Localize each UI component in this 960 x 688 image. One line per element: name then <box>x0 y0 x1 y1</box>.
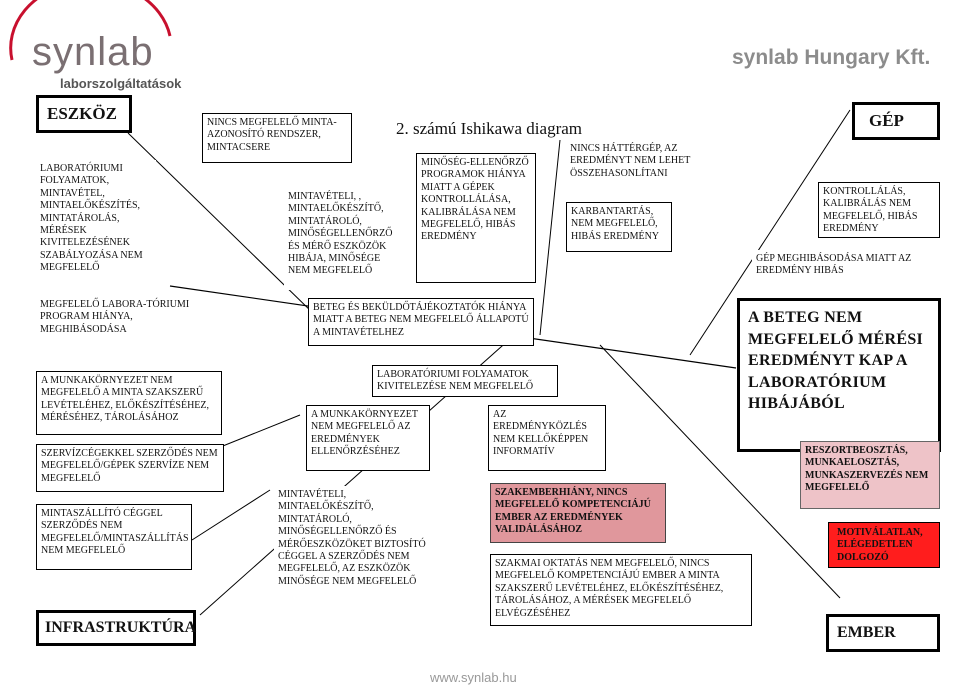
cause-eroforras: RESZORTBEOSZTÁS, MUNKAELOSZTÁS, MUNKASZERVEZÉS NEM MEGFELELŐ <box>800 441 940 509</box>
cause-mintaszallito: MINTASZÁLLÍTÓ CÉGGEL SZERZŐDÉS NEM MEGFELELŐ/MINTASZÁLLÍTÁS NEM MEGFELELŐ <box>36 504 192 570</box>
cause-munkakornyezet-minta: A MUNKAKÖRNYEZET NEM MEGFELELŐ A MINTA SZAKSZERŰ LEVÉTELÉHEZ, ELŐKÉSZÍTÉSÉHEZ, MÉRÉSÉHEZ, TÁROLÁSÁHOZ <box>36 371 222 435</box>
cause-szakemberhiany: SZAKEMBERHIÁNY, NINCS MEGFELELŐ KOMPETENCIÁJÚ EMBER AZ EREDMÉNYEK VALIDÁLÁSÁHOZ <box>490 483 666 543</box>
logo-subtitle: laborszolgáltatások <box>60 76 182 91</box>
cause-eszkoz-main: LABORATÓRIUMI FOLYAMATOK, MINTAVÉTEL, MINTAELŐKÉSZÍTÉS, MINTATÁROLÁS, MÉRÉSEK KIVITELEZÉSÉNEK SZABÁLYOZÁSA NEM MEGFELELŐ <box>36 160 156 288</box>
website-link[interactable]: www.synlab.hu <box>430 670 517 685</box>
effect-box: A BETEG NEM MEGFELELŐ MÉRÉSI EREDMÉNYT KAP A LABORATÓRIUM HIBÁJÁBÓL <box>737 298 941 452</box>
category-ember: EMBER <box>826 614 940 652</box>
cause-mintaveteli-eszkoz: MINTAVÉTELI, , MINTAELŐKÉSZÍTŐ, MINTATÁROLÓ, MINŐSÉGELLENŐRZŐ ÉS MÉRŐ ESZKÖZÖK HIBÁJA, MINŐSÉGE NEM MEGFELELŐ <box>284 188 396 290</box>
cause-gep-meghibasodas: GÉP MEGHIBÁSODÁSA MIATT AZ EREDMÉNY HIBÁS <box>752 250 942 280</box>
category-infrastruktura: INFRASTRUKTÚRA <box>36 610 196 646</box>
cause-motivalatlan: MOTIVÁLATLAN, ELÉGEDETLEN DOLGOZÓ <box>828 522 940 568</box>
synlab-logo: synlab <box>32 30 154 74</box>
company-name: synlab Hungary Kft. <box>732 46 931 69</box>
diagram-title: 2. számú Ishikawa diagram <box>396 119 582 138</box>
category-gep: GÉP <box>852 102 940 140</box>
connector-2 <box>192 490 270 540</box>
cause-kontrollalas: KONTROLLÁLÁS, KALIBRÁLÁS NEM MEGFELELŐ, HIBÁS EREDMÉNY <box>818 182 940 238</box>
cause-beteg-tajekoztato: BETEG ÉS BEKÜLDŐTÁJÉKOZTATÓK HIÁNYA MIATT A BETEG NEM MEGFELELŐ ÁLLAPOTÚ A MINTAVÉTELHEZ <box>308 298 534 346</box>
cause-eredmenykozles: AZ EREDMÉNYKÖZLÉS NEM KELLŐKÉPPEN INFORMATÍV <box>488 405 606 471</box>
cause-hattergep: NINCS HÁTTÉRGÉP, AZ EREDMÉNYT NEM LEHET ÖSSZEHASONLÍTANI <box>566 140 712 192</box>
cause-szakmai-oktatas: SZAKMAI OKTATÁS NEM MEGFELELŐ, NINCS MEGFELELŐ KOMPETENCIÁJÚ EMBER A MINTA SZAKSZERŰ LEVÉTELÉHEZ, ELŐKÉSZÍTÉSÉHEZ, TÁROLÁSÁHOZ, A MÉRÉSEK MEGFELELŐ ELVÉGZÉSÉHEZ <box>490 554 752 626</box>
cause-minta-azonosito: NINCS MEGFELELŐ MINTA-AZONOSÍTÓ RENDSZER, MINTACSERE <box>202 113 352 163</box>
cause-munkakornyezet-eredmeny: A MUNKAKÖRNYEZET NEM MEGFELELŐ AZ EREDMÉNYEK ELLENŐRZÉSÉHEZ <box>306 405 430 471</box>
cause-karbantartas: KARBANTARTÁS, NEM MEGFELELŐ, HIBÁS EREDMÉNY <box>566 202 672 252</box>
cause-mintaveteli-ceg: MINTAVÉTELI, MINTAELŐKÉSZÍTŐ, MINTATÁROLÓ, MINŐSÉGELLENŐRZŐ ÉS MÉRŐESZKÖZÖKET BIZTOSÍTÓ CÉGGEL A SZERZŐDÉS NEM MEGFELELŐ, AZ ESZKÖZÖK MINŐSÉGE NEM MEGFELELŐ <box>274 486 434 616</box>
cause-minosegellenorzo: MINŐSÉG-ELLENŐRZŐ PROGRAMOK HIÁNYA MIATT A GÉPEK KONTROLLÁLÁSA, KALIBRÁLÁSA NEM MEGFELELŐ, HIBÁS EREDMÉNY <box>416 153 536 283</box>
bone-gep-1 <box>540 140 560 335</box>
cause-szerviz: SZERVÍZCÉGEKKEL SZERZŐDÉS NEM MEGFELELŐ/GÉPEK SZERVÍZE NEM MEGFELELŐ <box>36 444 224 492</box>
category-eszkoz: ESZKÖZ <box>36 95 132 133</box>
cause-labor-folyamatok: LABORATÓRIUMI FOLYAMATOK KIVITELEZÉSE NEM MEGFELELŐ <box>372 365 558 397</box>
cause-labor-program: MEGFELELŐ LABORA-TÓRIUMI PROGRAM HIÁNYA, MEGHIBÁSODÁSA <box>36 296 196 348</box>
